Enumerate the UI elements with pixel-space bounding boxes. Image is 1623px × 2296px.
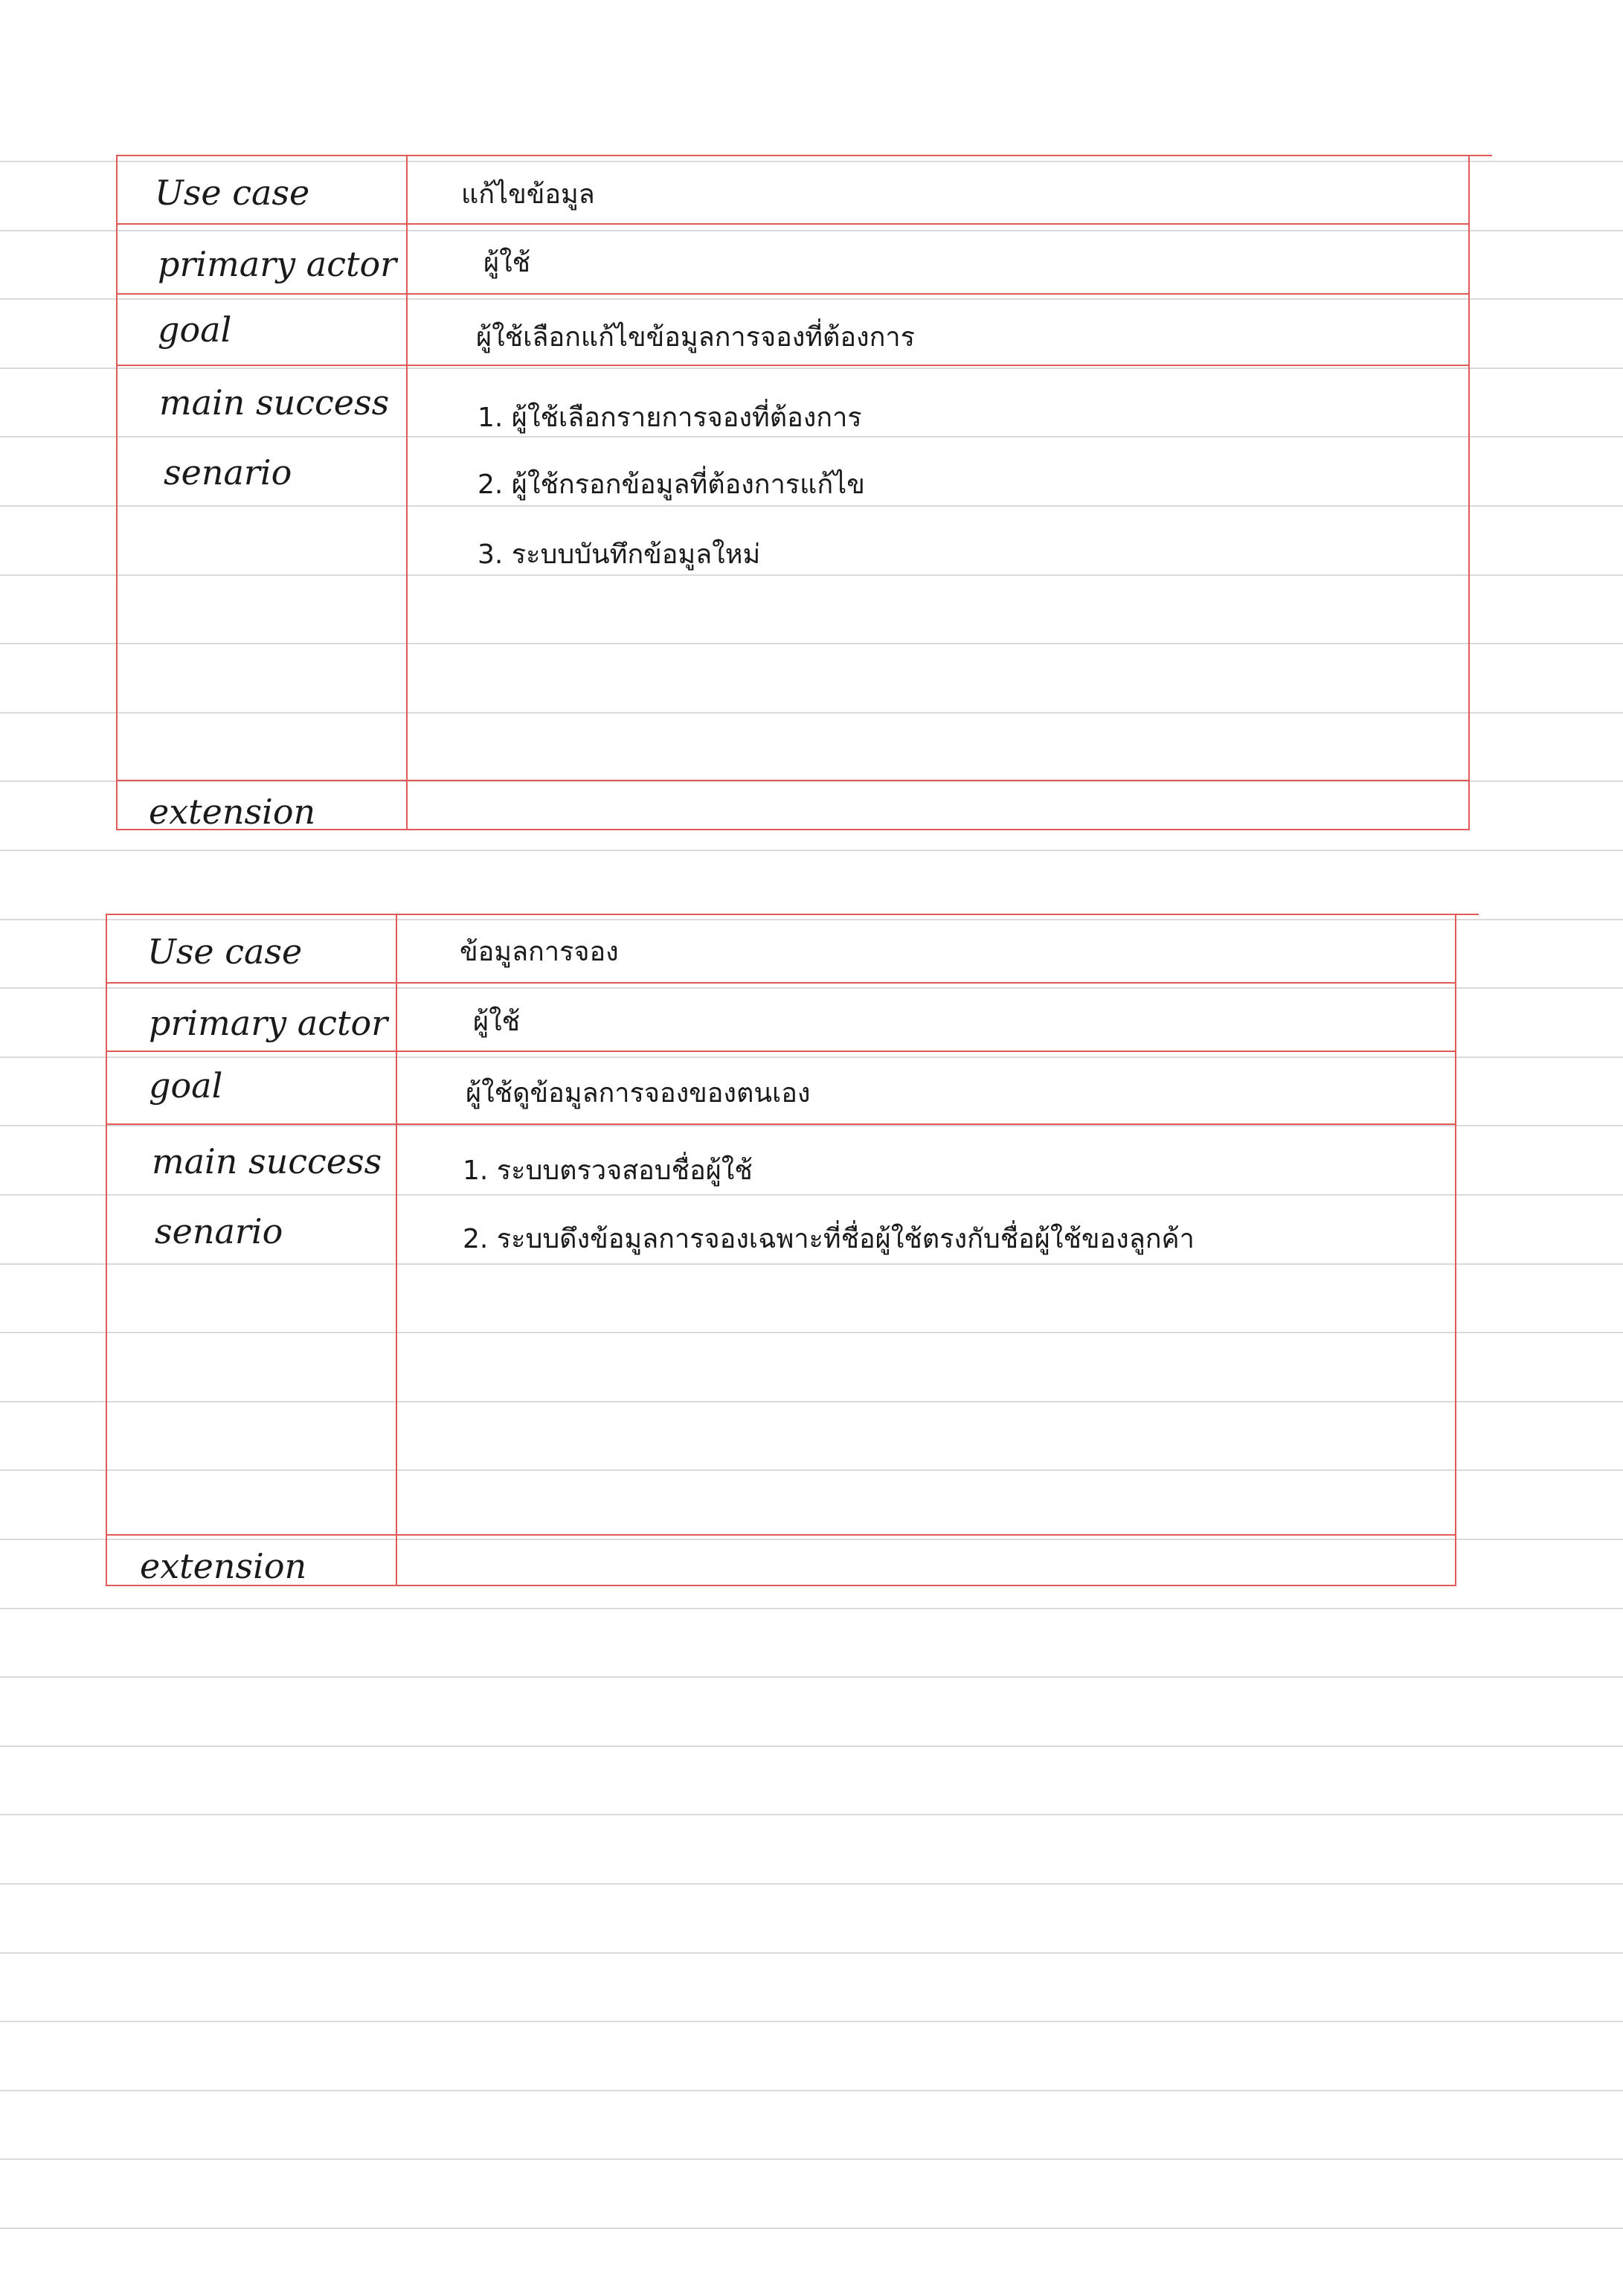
- use-case-value: ข้อมูลการจอง: [460, 937, 619, 967]
- row-use-case: [118, 156, 1468, 225]
- use-case-label: Use case: [155, 173, 310, 213]
- scenario-label: senario: [155, 1211, 283, 1251]
- row-use-case: [107, 915, 1455, 984]
- row-extension: [118, 781, 1468, 832]
- extension-label: extension: [149, 792, 316, 832]
- column-divider: [406, 156, 408, 829]
- scenario-label: senario: [164, 452, 292, 493]
- column-divider: [396, 915, 397, 1585]
- goal-label: goal: [149, 1065, 223, 1106]
- use-case-value: แก้ไขข้อมูล: [461, 179, 595, 210]
- scenario-step: 2. ระบบดึงข้อมูลการจองเฉพาะที่ชื่อผู้ใช้ตรงกับชื่อผู้ใช้ของลูกค้า: [463, 1224, 1195, 1254]
- main-success-label: main success: [159, 382, 390, 423]
- primary-actor-label: primary actor: [158, 244, 397, 284]
- primary-actor-label: primary actor: [149, 1003, 388, 1043]
- goal-value: ผู้ใช้เลือกแก้ไขข้อมูลการจองที่ต้องการ: [476, 322, 915, 353]
- extension-label: extension: [140, 1546, 307, 1586]
- scenario-step: 1. ระบบตรวจสอบชื่อผู้ใช้: [463, 1155, 753, 1186]
- use-case-label: Use case: [147, 931, 303, 972]
- row-extension: [107, 1536, 1455, 1588]
- goal-value: ผู้ใช้ดูข้อมูลการจองของตนเอง: [466, 1078, 811, 1109]
- scenario-step: 2. ผู้ใช้กรอกข้อมูลที่ต้องการแก้ไข: [478, 469, 865, 500]
- goal-label: goal: [158, 310, 232, 350]
- scenario-step: 1. ผู้ใช้เลือกรายการจองที่ต้องการ: [478, 403, 862, 433]
- row-main-success: [107, 1125, 1455, 1536]
- scenario-step: 3. ระบบบันทึกข้อมูลใหม่: [478, 539, 761, 570]
- main-success-label: main success: [152, 1141, 382, 1181]
- primary-actor-value: ผู้ใช้: [483, 248, 531, 278]
- primary-actor-value: ผู้ใช้: [473, 1007, 521, 1037]
